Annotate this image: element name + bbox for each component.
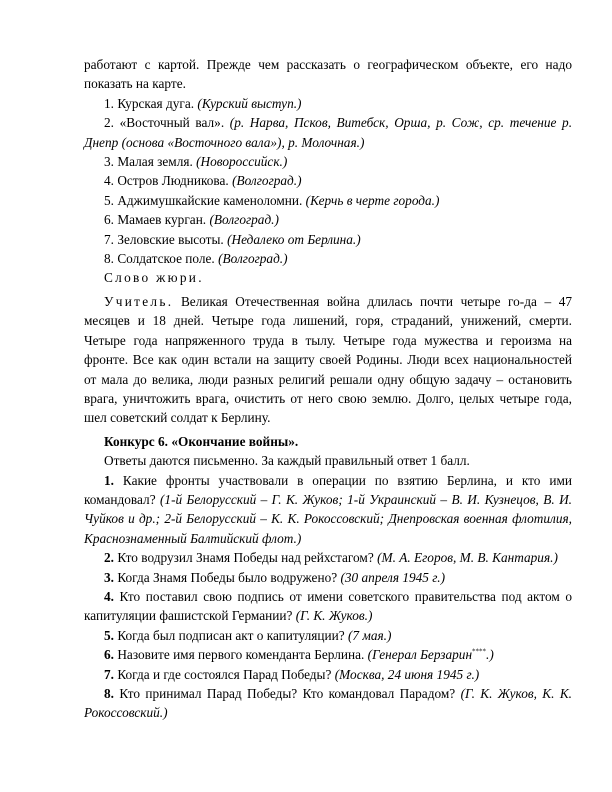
place-name: Мамаев курган. [117,212,207,228]
questions-list [84,471,572,723]
place-answer: (Новороссийск.) [196,154,288,170]
contest-rules [84,451,572,470]
item-number: 4. [104,173,114,189]
question-item [84,626,572,645]
place-name: Аджимушкайские каменоломни. [117,192,303,208]
place-answer: (Волгоград.) [232,173,302,189]
question-text: Когда и где состоялся Парад Победы? [117,666,332,682]
question-number: 7. [104,666,114,682]
question-answer [368,647,494,662]
question-item [84,684,572,723]
place-name: Зеловские высоты. [117,231,224,247]
question-answer: (М. А. Егоров, М. В. Кантария.) [377,550,558,566]
contest-title [84,432,572,451]
list-item [84,191,572,210]
question-text: Когда Знамя Победы было водружено? [117,569,338,585]
list-item [84,230,572,249]
place-answer: (Волгоград.) [209,212,279,228]
question-text: Кто принимал Парад Победы? Кто командовал Парадом? [119,686,456,701]
footnote-mark: **** [472,647,487,656]
question-text: Назовите имя первого коменданта Берлина. [117,647,365,663]
place-name: Малая земля. [117,154,193,170]
question-answer: (Г. К. Жуков, К. К. Рокоссовский.) [84,686,572,721]
item-number: 8. [104,251,114,267]
answer-text: (Генерал Берзарин [367,647,473,663]
place-answer: (Керчь в черте города.) [305,192,440,208]
question-item [84,645,572,664]
question-text: Кто поставил свою подпись от имени советского правительства под актом о капитуляции фашистской Германии? [84,588,572,624]
question-text: Кто водрузил Знамя Победы над рейхстагом? [117,550,374,566]
document-page [84,55,572,723]
question-answer: (1-й Белорусский – Г. К. Жуков; 1-й Украинский – В. И. Кузнецов, В. И. Чуйков и др.; 2-й Белорусский – К. К. Рокоссовский; Днепровская военная флотилия, Краснознаменный Балтийский флот.) [84,491,572,546]
place-name: Курская дуга. [117,95,195,111]
question-item [84,587,572,626]
question-item [84,471,572,549]
jury-heading [84,268,572,287]
question-item [84,568,572,587]
list-item [84,94,572,113]
item-number: 5. [104,192,114,208]
item-number: 7. [104,231,114,247]
question-item [84,665,572,684]
teacher-speaker: Учитель. [104,293,174,309]
list-item [84,152,572,171]
list-item [84,249,572,268]
question-number: 4. [104,588,114,604]
place-answer: (Недалеко от Берлина.) [227,231,361,247]
place-name: Солдатское поле. [117,251,215,267]
question-answer: (Москва, 24 июня 1945 г.) [334,666,480,682]
question-number: 8. [104,686,114,701]
list-item [84,171,572,190]
question-answer: (7 мая.) [347,627,392,643]
question-number: 1. [104,472,114,488]
question-text: Какие фронты участвовали в операции по взятию Берлина, и кто ими командовал? [84,472,572,507]
list-item [84,210,572,229]
place-answer: (Волгоград.) [218,251,288,267]
teacher-text: Великая Отечественная война длилась почти четыре го-да – 47 месяцев и 18 дней. Четыре года лишений, горя, страданий, унижений, смерти. Четыре года напряженного труда в тылу. Четыре года мужества и героизма на фронте. Все как один встали на защиту своей Родины. Люди всех национальностей от мала до велика, люди разных религий решали одну общую задачу – остановить врага, уничтожить врага, очистить от него свою землю. Долго, целых четыре года, шел советский солдат к Берлину. [84,293,572,426]
question-number: 2. [104,550,114,566]
question-text: Когда был подписан акт о капитуляции? [117,627,345,643]
item-number: 2. [104,115,114,131]
item-number: 1. [104,95,114,111]
question-number: 6. [104,647,114,663]
question-number: 3. [104,569,114,585]
place-answer: (р. Нарва, Псков, Витебск, Орша, р. Сож, ср. течение р. Днепр (основа «Восточного вала»), р. Молочная.) [84,115,573,150]
question-number: 5. [104,627,114,643]
question-item [84,548,572,567]
intro-text: работают с картой. Прежде чем рассказать о географическом объекте, его надо показать на карте. [84,57,572,92]
jury-label: Слово жюри. [104,270,204,286]
item-number: 6. [104,212,114,228]
answer-end: .) [486,647,494,663]
list-item [84,113,572,152]
intro-paragraph [84,55,572,94]
place-name: «Восточный вал». [119,115,225,131]
contest-rules-text: Ответы даются письменно. За каждый правильный ответ 1 балл. [104,453,470,469]
contest-title-text: Конкурс 6. «Окончание войны». [104,433,299,449]
place-answer: (Курский выступ.) [197,95,302,111]
places-list [84,94,572,269]
place-name: Остров Людникова. [117,173,229,189]
teacher-paragraph [84,292,572,428]
question-answer: (Г. К. Жуков.) [295,608,373,624]
question-answer: (30 апреля 1945 г.) [340,569,446,585]
item-number: 3. [104,154,114,170]
